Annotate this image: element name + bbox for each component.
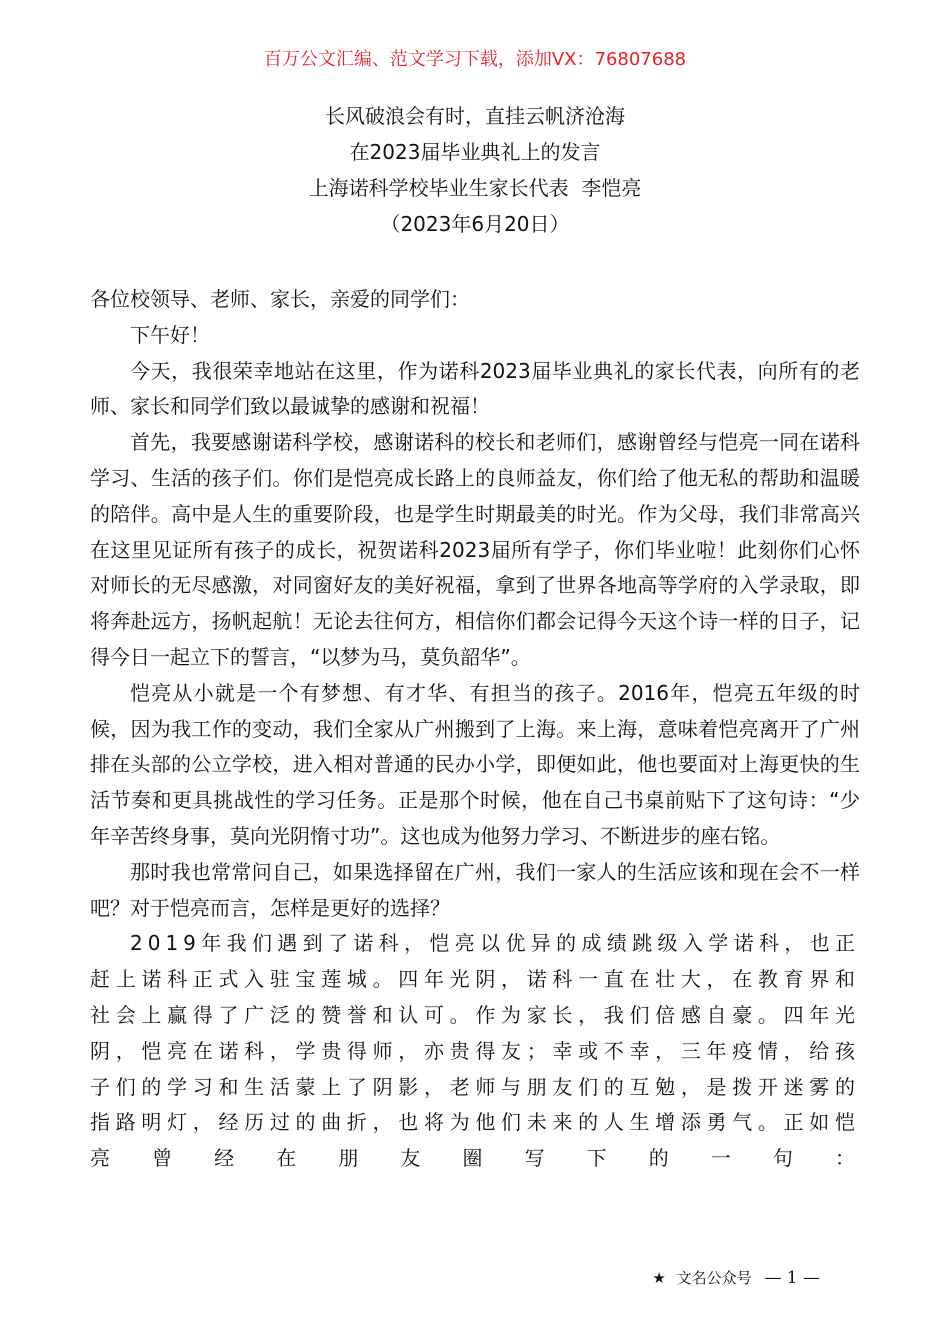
paragraph-thanks: 首先，我要感谢诺科学校，感谢诺科的校长和老师们，感谢曾经与恺亮一同在诺科学习、生活的孩子们。你们是恺亮成长路上的良师益友，你们给了他无私的帮助和温暖的陪伴。高中是人生的重要阶段，也是学生时期最美的时光。作为父母，我们非常高兴在这里见证所有孩子的成长，祝贺诺科2023届所有学子，你们毕业啦！此刻你们心怀对师长的无尽感激，对同窗好友的美好祝福，拿到了世界各地高等学府的入学录取，即将奔赴远方，扬帆起航！无论去往何方，相信你们都会记得今天这个诗一样的日子，记得今日一起立下的誓言，“以梦为马，莫负韶华”。: [90, 430, 860, 669]
page-number: — 1 —: [764, 1268, 820, 1288]
speaker-line: 上海诺科学校毕业生家长代表 李恺亮: [308, 176, 642, 200]
star-icon: ★: [652, 1269, 666, 1287]
speech-date: （2023年6月20日）: [380, 212, 570, 236]
page-footer: [652, 1266, 820, 1290]
speech-title: 长风破浪会有时，直挂云帆济沧海: [325, 104, 625, 128]
paragraph-childhood: 恺亮从小就是一个有梦想、有才华、有担当的孩子。2016年，恺亮五年级的时候，因为我工作的变动，我们全家从广州搬到了上海。来上海，意味着恺亮离开了广州排在头部的公立学校，进入相对普通的民办小学，即便如此，他也要面对上海更快的生活节奏和更具挑战性的学习任务。正是那个时候，他在自己书桌前贴下了这句诗：“少年辛苦终身事，莫向光阴惰寸功”。这也成为他努力学习、不断进步的座右铭。: [90, 680, 860, 848]
footer-source: 文名公众号: [676, 1269, 752, 1287]
title-block: [0, 98, 950, 242]
paragraph-greeting: 下午好！: [130, 322, 210, 347]
paragraph-nuoke: 2019年我们遇到了诺科，恺亮以优异的成绩跳级入学诺科，也正赶上诺科正式入驻宝莲城。四年光阴，诺科一直在壮大，在教育界和社会上赢得了广泛的赞誉和认可。作为家长，我们倍感自豪。四年光阴，恺亮在诺科，学贵得师，亦贵得友；幸或不幸，三年疫情，给孩子们的学习和生活蒙上了阴影，老师与朋友们的互勉，是拨开迷雾的指路明灯，经历过的曲折，也将为他们未来的人生增添勇气。正如恺亮曾经在朋友圈写下的一句：: [90, 931, 860, 1171]
download-banner: 百万公文汇编、范文学习下载，添加VX：76807688: [263, 49, 687, 70]
paragraph-reflection: 那时我也常常问自己，如果选择留在广州，我们一家人的生活应该和现在会不一样吧？对于恺亮而言，怎样是更好的选择？: [90, 859, 860, 920]
speech-body: [90, 282, 860, 1177]
salutation: 各位校领导、老师、家长，亲爱的同学们：: [90, 287, 470, 311]
speech-subtitle: 在2023届毕业典礼上的发言: [349, 140, 601, 164]
paragraph-intro: 今天，我很荣幸地站在这里，作为诺科2023届毕业典礼的家长代表，向所有的老师、家长和同学们致以最诚挚的感谢和祝福！: [90, 358, 860, 419]
